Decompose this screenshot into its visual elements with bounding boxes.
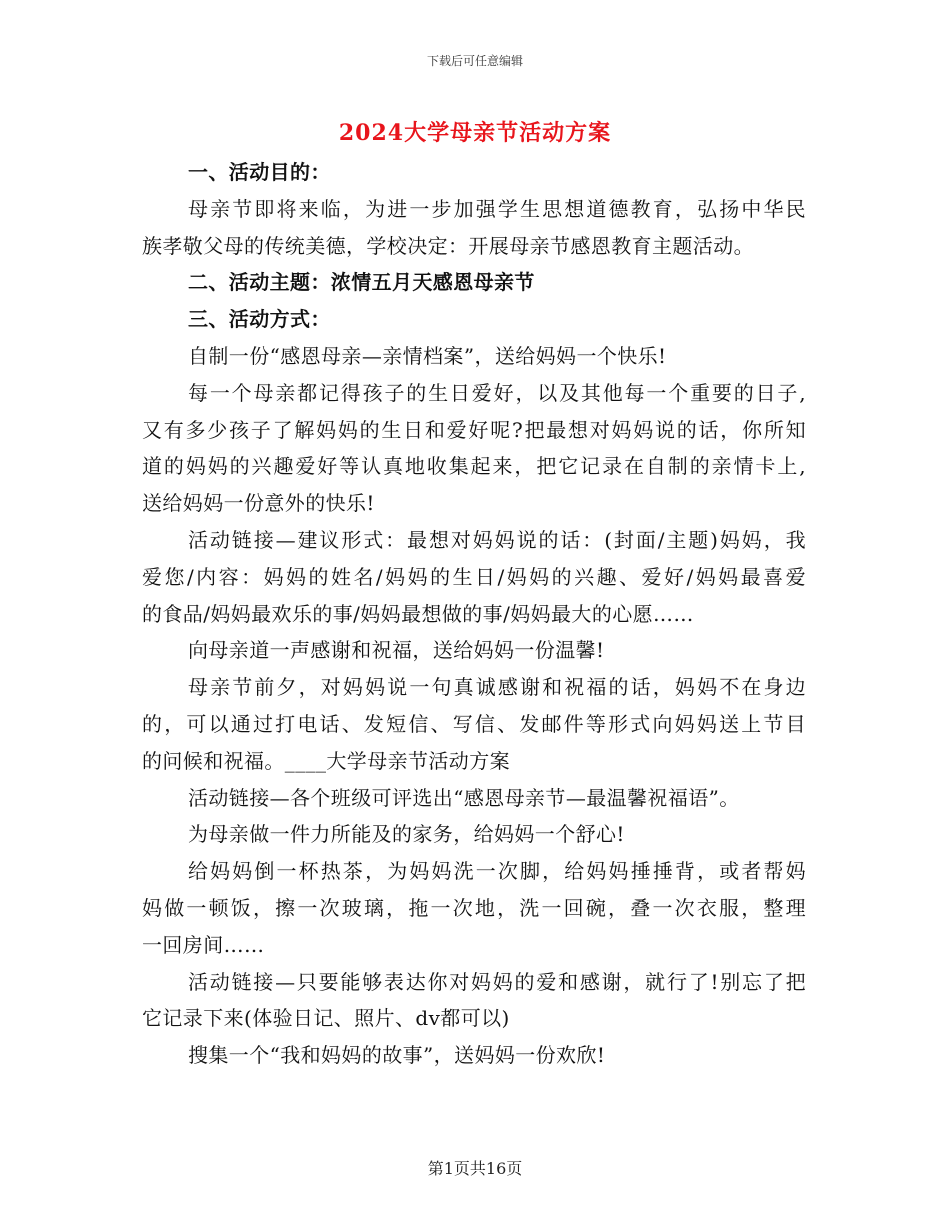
paragraph-line: 自制一份“感恩母亲—亲情档案”，送给妈妈一个快乐! — [188, 343, 667, 368]
document-title: 2024大学母亲节活动方案 — [338, 120, 612, 146]
paragraph-line: 道的妈妈的兴趣爱好等认真地收集起来，把它记录在自制的亲情卡上, — [142, 454, 806, 479]
paragraph-line: 向母亲道一声感谢和祝福，送给妈妈一份温馨! — [188, 638, 605, 663]
paragraph-line: 妈做一顿饭，擦一次玻璃，拖一次地，洗一回碗，叠一次衣服，整理 — [142, 895, 806, 920]
paragraph-line: 的，可以通过打电话、发短信、写信、发邮件等形式向妈妈送上节目 — [142, 711, 806, 736]
page-header: 下载后可任意编辑 — [426, 54, 523, 68]
paragraph-line: 又有多少孩子了解妈妈的生日和爱好呢?把最想对妈妈说的话，你所知 — [142, 417, 806, 442]
section-heading-purpose: 一、活动目的： — [188, 160, 331, 184]
paragraph-line: 送给妈妈一份意外的快乐! — [142, 491, 375, 516]
paragraph-line: 族孝敬父母的传统美德，学校决定：开展母亲节感恩教育主题活动。 — [142, 233, 754, 258]
paragraph-line: 一回房间…… — [142, 932, 265, 957]
paragraph-line: 的食品/妈妈最欢乐的事/妈妈最想做的事/妈妈最大的心愿…… — [142, 601, 694, 626]
paragraph-line: 的问候和祝福。____大学母亲节活动方案 — [142, 748, 510, 773]
page-number: 第1页共16页 — [427, 1159, 523, 1178]
paragraph-line: 它记录下来(体验日记、照片、dv都可以) — [142, 1006, 510, 1031]
paragraph-line: 活动链接—建议形式：最想对妈妈说的话：(封面/主题)妈妈，我 — [188, 527, 806, 552]
paragraph-line: 母亲节前夕，对妈妈说一句真诚感谢和祝福的话，妈妈不在身边 — [188, 675, 806, 700]
paragraph-line: 活动链接—各个班级可评选出“感恩母亲节—最温馨祝福语”。 — [188, 785, 740, 810]
paragraph-line: 爱您/内容：妈妈的姓名/妈妈的生日/妈妈的兴趣、爱好/妈妈最喜爱 — [142, 564, 806, 589]
paragraph-line: 给妈妈倒一杯热茶，为妈妈洗一次脚，给妈妈捶捶背，或者帮妈 — [188, 859, 806, 884]
paragraph-line: 每一个母亲都记得孩子的生日爱好，以及其他每一个重要的日子, — [188, 380, 806, 405]
section-heading-method: 三、活动方式： — [188, 307, 331, 332]
paragraph-line: 活动链接—只要能够表达你对妈妈的爱和感谢，就行了!别忘了把 — [188, 969, 806, 994]
paragraph-line: 为母亲做一件力所能及的家务，给妈妈一个舒心! — [188, 822, 625, 847]
section-heading-theme: 二、活动主题：浓情五月天感恩母亲节 — [188, 270, 535, 295]
document-body — [142, 154, 806, 1074]
paragraph-line: 搜集一个“我和妈妈的故事”，送妈妈一份欢欣! — [188, 1043, 606, 1068]
paragraph-line: 母亲节即将来临，为进一步加强学生思想道德教育，弘扬中华民 — [188, 196, 806, 221]
